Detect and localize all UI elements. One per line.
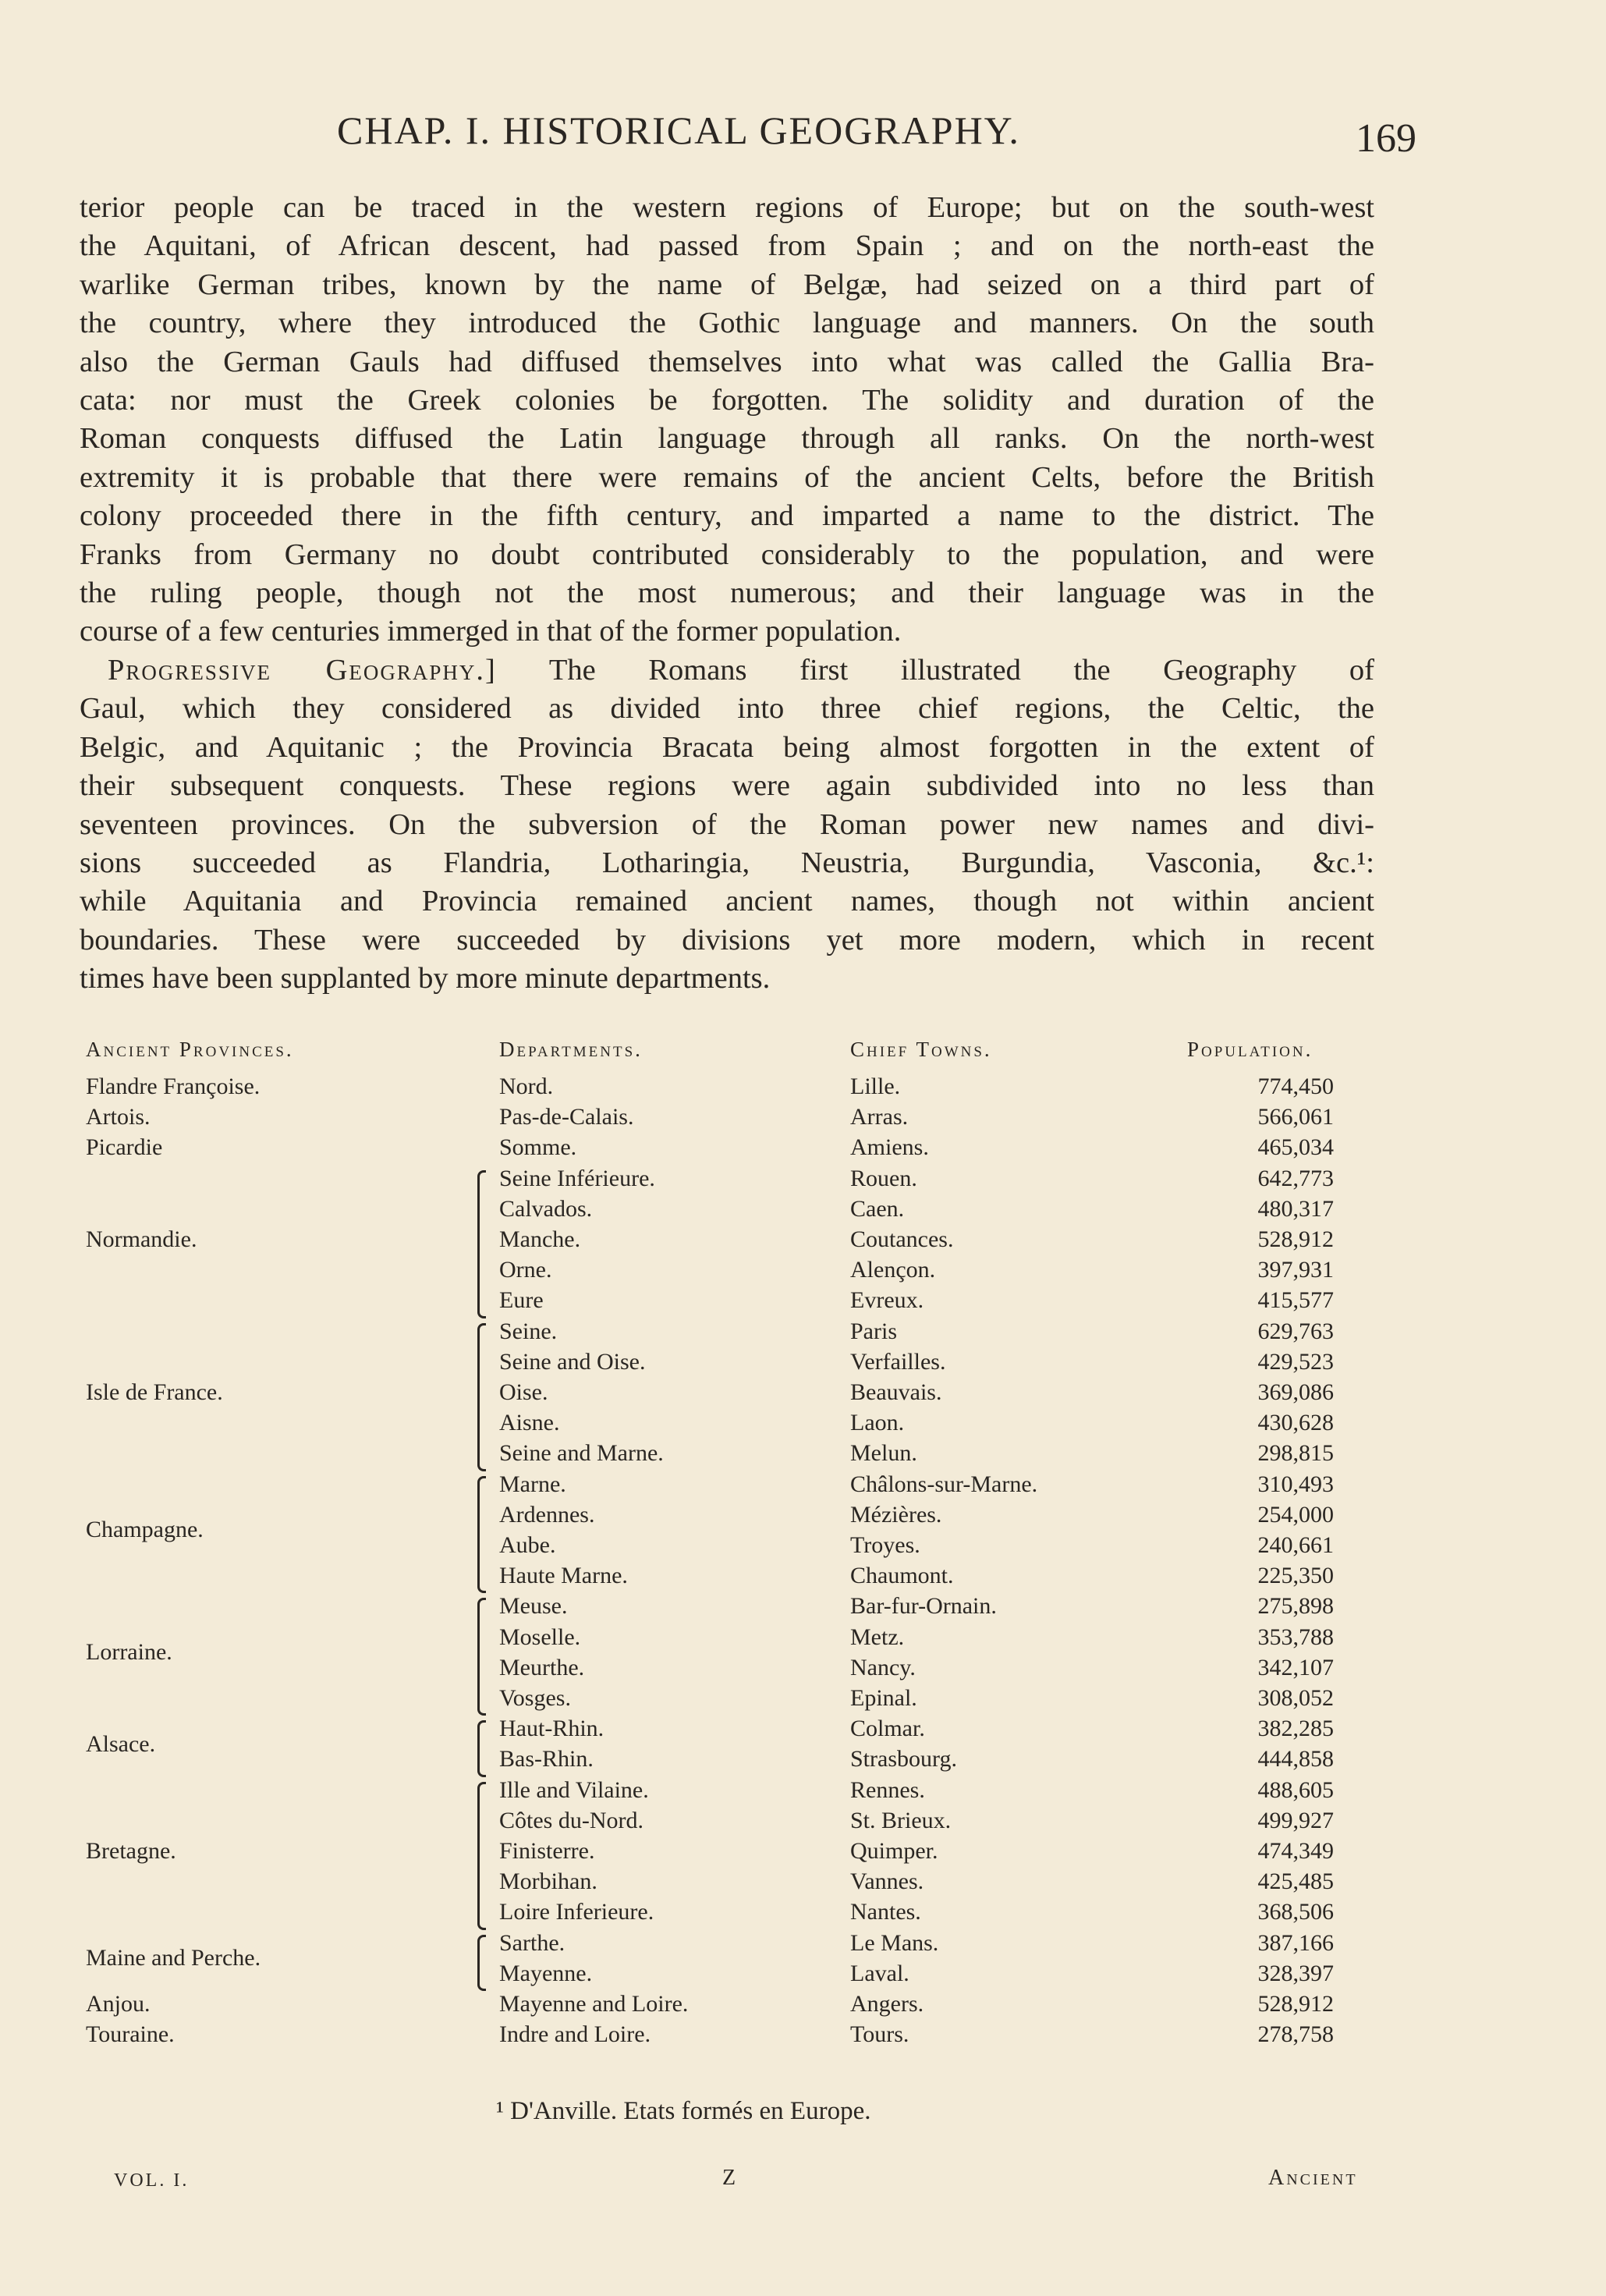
body-line: Franks from Germany no doubt contributed considerably to the population, and were: [80, 538, 1374, 571]
page-number: 169: [1356, 116, 1416, 161]
population-cell: 430,628: [1257, 1410, 1334, 1436]
population-cell: 225,350: [1257, 1563, 1334, 1589]
section-line: Belgic, and Aquitanic ; the Provincia Bracata being almost forgotten in the extent of: [80, 730, 1374, 764]
footnote: ¹ D'Anville. Etats formés en Europe.: [496, 2097, 871, 2125]
signature-mark: Z: [722, 2166, 736, 2190]
province-cell: Touraine.: [86, 2021, 175, 2048]
body-line: also the German Gauls had diffused themselves into what was called the Gallia Bra-: [80, 345, 1374, 378]
population-cell: 342,107: [1257, 1654, 1334, 1680]
header-population: Population.: [1187, 1038, 1314, 1061]
department-cell: Meuse.: [499, 1593, 568, 1620]
section-line: their subsequent conquests. These regions were again subdivided into no less than: [80, 769, 1374, 803]
department-cell: Somme.: [499, 1134, 577, 1161]
chief-town-cell: Rennes.: [850, 1776, 925, 1803]
province-cell: Artois.: [86, 1104, 151, 1130]
department-cell: Seine and Oise.: [499, 1348, 646, 1375]
department-cell: Oise.: [499, 1379, 548, 1405]
body-line: the Aquitani, of African descent, had passed from Spain ; and on the north-east the: [80, 229, 1374, 263]
province-cell: Picardie: [86, 1134, 163, 1161]
chief-town-cell: Troyes.: [850, 1532, 920, 1558]
chief-town-cell: Metz.: [850, 1624, 905, 1650]
chief-town-cell: Bar-fur-Ornain.: [850, 1593, 997, 1620]
chief-town-cell: Beauvais.: [850, 1379, 942, 1405]
section-line: The Romans first illustrated the Geography of: [496, 653, 1374, 687]
chief-town-cell: Arras.: [850, 1104, 909, 1130]
population-cell: 774,450: [1257, 1073, 1334, 1099]
chief-town-cell: Evreux.: [850, 1287, 924, 1314]
population-cell: 387,166: [1257, 1929, 1334, 1956]
department-cell: Ardennes.: [499, 1501, 595, 1528]
section-first-line: [80, 651, 1374, 690]
population-cell: 488,605: [1257, 1776, 1334, 1803]
grouping-brace: [477, 1935, 486, 1991]
population-cell: 499,927: [1257, 1807, 1334, 1833]
department-cell: Loire Inferieure.: [499, 1899, 654, 1925]
population-cell: 308,052: [1257, 1685, 1334, 1711]
province-cell: Normandie.: [86, 1226, 197, 1252]
population-cell: 429,523: [1257, 1348, 1334, 1375]
department-cell: Finisterre.: [499, 1838, 595, 1864]
population-cell: 528,912: [1257, 1991, 1334, 2017]
province-cell: Alsace.: [86, 1730, 156, 1757]
chief-town-cell: Laval.: [850, 1960, 909, 1986]
department-cell: Eure: [499, 1287, 544, 1314]
population-cell: 474,349: [1257, 1838, 1334, 1864]
body-line: warlike German tribes, known by the name of Belgæ, had seized on a third part of: [80, 268, 1374, 301]
department-cell: Aube.: [499, 1532, 556, 1558]
department-cell: Aisne.: [499, 1410, 560, 1436]
population-cell: 275,898: [1257, 1593, 1334, 1620]
body-line: Roman conquests diffused the Latin language through all ranks. On the north-west: [80, 422, 1374, 456]
chief-town-cell: Strasbourg.: [850, 1746, 957, 1773]
chief-town-cell: Mézières.: [850, 1501, 942, 1528]
chief-town-cell: St. Brieux.: [850, 1807, 952, 1833]
department-cell: Orne.: [499, 1257, 552, 1283]
chief-town-cell: Vannes.: [850, 1868, 924, 1895]
department-cell: Marne.: [499, 1471, 566, 1497]
population-cell: 415,577: [1257, 1287, 1334, 1314]
chief-town-cell: Colmar.: [850, 1716, 925, 1742]
department-cell: Indre and Loire.: [499, 2021, 651, 2048]
population-cell: 465,034: [1257, 1134, 1334, 1161]
population-cell: 528,912: [1257, 1226, 1334, 1252]
province-cell: Flandre Françoise.: [86, 1073, 261, 1099]
grouping-brace: [477, 1782, 486, 1930]
section-line: Gaul, which they considered as divided into three chief regions, the Celtic, the: [80, 692, 1374, 726]
section-line: times have been supplanted by more minute departments.: [80, 962, 771, 995]
province-cell: Anjou.: [86, 1991, 151, 2017]
province-cell: Champagne.: [86, 1517, 204, 1543]
department-cell: Bas-Rhin.: [499, 1746, 594, 1773]
department-cell: Pas-de-Calais.: [499, 1104, 634, 1130]
department-cell: Mayenne and Loire.: [499, 1991, 689, 2017]
population-cell: 629,763: [1257, 1318, 1334, 1344]
chief-town-cell: Lille.: [850, 1073, 901, 1099]
body-text: [80, 189, 1374, 999]
department-cell: Haut-Rhin.: [499, 1716, 604, 1742]
body-line: the ruling people, though not the most numerous; and their language was in the: [80, 577, 1374, 610]
department-cell: Meurthe.: [499, 1654, 585, 1680]
header-departments: Departments.: [499, 1038, 643, 1061]
population-cell: 382,285: [1257, 1716, 1334, 1742]
body-line: course of a few centuries immerged in that of the former population.: [80, 615, 902, 648]
body-line: colony proceeded there in the fifth century, and imparted a name to the district. The: [80, 499, 1374, 533]
population-cell: 397,931: [1257, 1257, 1334, 1283]
chief-town-cell: Rouen.: [850, 1165, 917, 1191]
chief-town-cell: Melun.: [850, 1440, 917, 1467]
chief-town-cell: Epinal.: [850, 1685, 917, 1711]
grouping-brace: [477, 1598, 486, 1716]
running-head: [0, 108, 1606, 161]
section-line: sions succeeded as Flandria, Lotharingia, Neustria, Burgundia, Vasconia, &c.¹:: [80, 846, 1374, 879]
population-cell: 328,397: [1257, 1960, 1334, 1986]
grouping-brace: [477, 1323, 486, 1471]
province-cell: Bretagne.: [86, 1838, 176, 1864]
department-cell: Seine.: [499, 1318, 558, 1344]
population-cell: 278,758: [1257, 2021, 1334, 2048]
population-cell: 240,661: [1257, 1532, 1334, 1558]
department-cell: Seine and Marne.: [499, 1440, 664, 1467]
department-cell: Ille and Vilaine.: [499, 1776, 649, 1803]
chief-town-cell: Quimper.: [850, 1838, 938, 1864]
chief-town-cell: Nantes.: [850, 1899, 921, 1925]
department-cell: Haute Marne.: [499, 1563, 628, 1589]
chapter-title: CHAP. I. HISTORICAL GEOGRAPHY.: [337, 108, 1020, 152]
population-cell: 480,317: [1257, 1195, 1334, 1222]
department-cell: Calvados.: [499, 1195, 593, 1222]
section-line: while Aquitania and Provincia remained ancient names, though not within ancient: [80, 885, 1374, 918]
grouping-brace: [477, 1720, 486, 1776]
grouping-brace: [477, 1476, 486, 1594]
department-cell: Vosges.: [499, 1685, 571, 1711]
grouping-brace: [477, 1170, 486, 1318]
chief-town-cell: Nancy.: [850, 1654, 916, 1680]
department-cell: Manche.: [499, 1226, 581, 1252]
section-heading: Progressive Geography.]: [108, 653, 497, 687]
population-cell: 353,788: [1257, 1624, 1334, 1650]
chief-town-cell: Chaumont.: [850, 1563, 954, 1589]
body-line: the country, where they introduced the Gothic language and manners. On the south: [80, 307, 1374, 340]
chief-town-cell: Tours.: [850, 2021, 909, 2048]
section-line: boundaries. These were succeeded by divisions yet more modern, which in recent: [80, 923, 1374, 956]
catchword: Ancient: [1268, 2166, 1358, 2190]
department-cell: Seine Inférieure.: [499, 1165, 655, 1191]
department-cell: Sarthe.: [499, 1929, 565, 1956]
department-cell: Mayenne.: [499, 1960, 593, 1986]
body-line: cata: nor must the Greek colonies be forgotten. The solidity and duration of the: [80, 384, 1374, 417]
chief-town-cell: Caen.: [850, 1195, 905, 1222]
population-cell: 444,858: [1257, 1746, 1334, 1773]
body-line: extremity it is probable that there were remains of the ancient Celts, before the British: [80, 460, 1374, 494]
population-cell: 566,061: [1257, 1104, 1334, 1130]
population-cell: 425,485: [1257, 1868, 1334, 1895]
population-cell: 298,815: [1257, 1440, 1334, 1467]
chief-town-cell: Verfailles.: [850, 1348, 946, 1375]
department-cell: Morbihan.: [499, 1868, 597, 1895]
chief-town-cell: Châlons-sur-Marne.: [850, 1471, 1038, 1497]
population-cell: 368,506: [1257, 1899, 1334, 1925]
chief-town-cell: Laon.: [850, 1410, 905, 1436]
province-cell: Isle de France.: [86, 1379, 223, 1405]
population-cell: 642,773: [1257, 1165, 1334, 1191]
department-cell: Côtes du-Nord.: [499, 1807, 643, 1833]
department-cell: Nord.: [499, 1073, 554, 1099]
chief-town-cell: Angers.: [850, 1991, 924, 2017]
header-provinces: Ancient Provinces.: [86, 1038, 294, 1061]
department-cell: Moselle.: [499, 1624, 581, 1650]
chief-town-cell: Alençon.: [850, 1257, 936, 1283]
population-cell: 254,000: [1257, 1501, 1334, 1528]
section-line: seventeen provinces. On the subversion of the Roman power new names and divi-: [80, 807, 1374, 841]
header-towns: Chief Towns.: [850, 1038, 992, 1061]
volume-mark: VOL. I.: [114, 2170, 190, 2191]
population-cell: 310,493: [1257, 1471, 1334, 1497]
chief-town-cell: Amiens.: [850, 1134, 929, 1161]
chief-town-cell: Paris: [850, 1318, 897, 1344]
chief-town-cell: Coutances.: [850, 1226, 954, 1252]
body-line: terior people can be traced in the western regions of Europe; but on the south-west: [80, 191, 1374, 224]
chief-town-cell: Le Mans.: [850, 1929, 939, 1956]
province-cell: Maine and Perche.: [86, 1945, 261, 1971]
province-cell: Lorraine.: [86, 1639, 172, 1666]
population-cell: 369,086: [1257, 1379, 1334, 1405]
